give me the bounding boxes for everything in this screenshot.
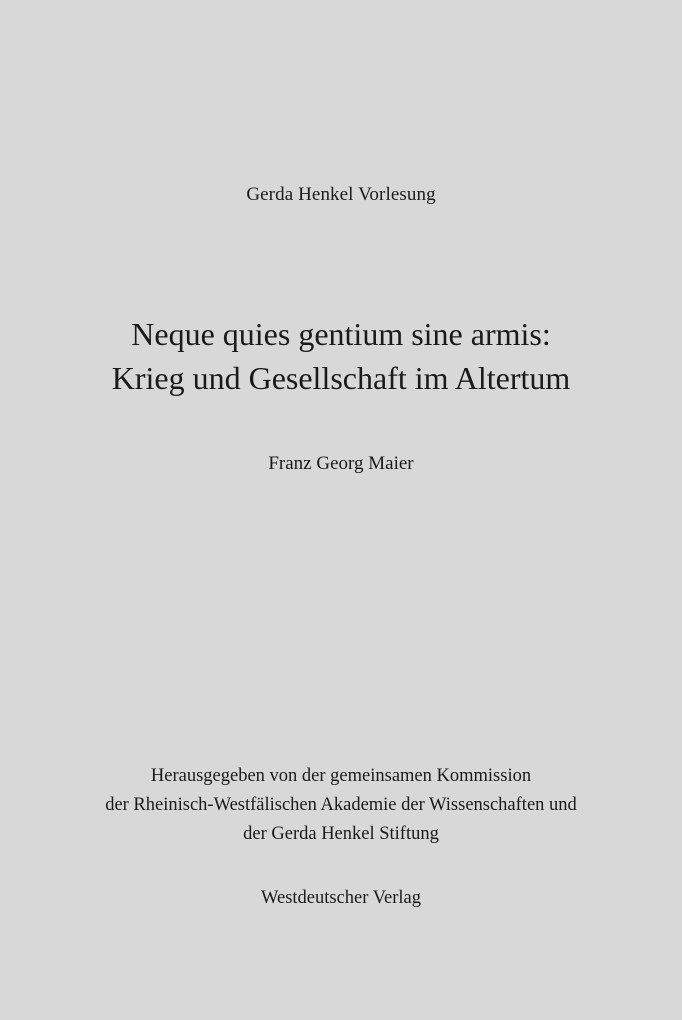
- title-line-1: Neque quies gentium sine armis:: [131, 316, 551, 352]
- editor-note-line-1: Herausgegeben von der gemeinsamen Kommission: [150, 766, 532, 786]
- publisher-name: Westdeutscher Verlag: [261, 888, 421, 908]
- editor-note-line-2: der Rheinisch-Westfälischen Akademie der Wissenschaften und: [105, 795, 577, 815]
- author-name: Franz Georg Maier: [268, 453, 414, 474]
- book-title: [0, 312, 682, 400]
- editor-note-line-3: der Gerda Henkel Stiftung: [243, 824, 439, 844]
- editor-note: [0, 762, 682, 849]
- title-line-2: Krieg und Gesellschaft im Altertum: [111, 360, 571, 396]
- series-name: Gerda Henkel Vorlesung: [246, 184, 436, 205]
